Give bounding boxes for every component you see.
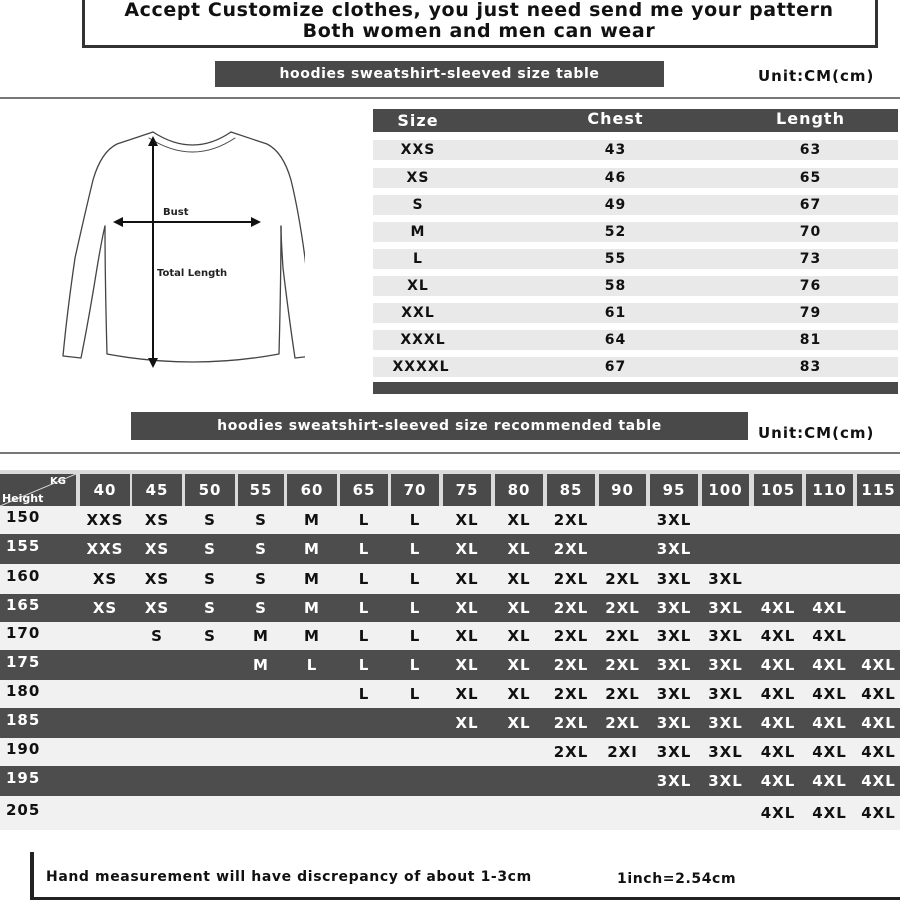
size-recommendation-cell: 2XL <box>553 511 589 529</box>
size-recommendation-cell: 2XL <box>553 599 589 617</box>
size-recommendation-cell: 4XL <box>760 743 796 761</box>
size-recommendation-cell: M <box>253 656 269 674</box>
size-recommendation-cell: XL <box>507 570 531 588</box>
weight-header-cell: 55 <box>238 474 284 506</box>
size-recommendation-cell: 3XL <box>656 656 692 674</box>
size-recommendation-cell: 2XL <box>605 599 640 617</box>
size-recommendation-cell: 4XL <box>861 743 896 761</box>
table-corner-cell <box>0 474 76 506</box>
size-table-banner: hoodies sweatshirt-sleeved size table <box>215 61 664 87</box>
weight-header-cell: 40 <box>80 474 130 506</box>
size-recommendation-cell: L <box>358 656 370 674</box>
weight-header-cell: 90 <box>599 474 646 506</box>
size-recommendation-cell: XL <box>455 656 479 674</box>
size-recommendation-cell: 2XL <box>553 685 589 703</box>
size-row <box>373 357 898 377</box>
size-recommendation-cell: XS <box>144 540 170 558</box>
size-recommendation-cell: S <box>255 540 267 558</box>
size-recommendation-cell: 2XL <box>605 570 640 588</box>
size-recommendation-cell: 3XL <box>708 772 743 790</box>
size-row <box>373 195 898 215</box>
size-table-header <box>373 109 898 132</box>
size-recommendation-cell: L <box>409 570 421 588</box>
height-cell: 190 <box>6 740 41 758</box>
recommend-row <box>0 680 900 708</box>
header-length: Length <box>776 109 845 128</box>
size-recommendation-cell: XS <box>144 570 170 588</box>
size-recommendation-cell: XS <box>144 511 170 529</box>
size-recommendation-cell: XL <box>507 540 531 558</box>
size-cell-size: L <box>413 251 423 267</box>
recommend-row <box>0 766 900 796</box>
size-recommendation-cell: L <box>358 599 370 617</box>
size-recommendation-cell: S <box>255 511 267 529</box>
header-title: Accept Customize clothes, you just need send me your pattern <box>124 0 834 21</box>
size-recommendation-cell: 3XL <box>708 685 743 703</box>
size-recommendation-cell: 2XL <box>553 570 589 588</box>
size-cell-length: 76 <box>799 278 822 294</box>
size-recommendation-cell: M <box>304 570 320 588</box>
height-cell: 205 <box>6 801 41 819</box>
weight-header-cell: 85 <box>547 474 595 506</box>
size-recommendation-cell: 3XL <box>708 743 743 761</box>
size-recommendation-cell: XL <box>507 714 531 732</box>
size-recommendation-cell: 4XL <box>760 772 796 790</box>
weight-header-cell: 80 <box>495 474 543 506</box>
size-recommendation-cell: 4XL <box>812 599 847 617</box>
size-cell-size: XL <box>407 278 429 294</box>
weight-header-cell: 65 <box>340 474 388 506</box>
size-table-unit: Unit:CM(cm) <box>758 67 875 85</box>
size-recommendation-cell: XL <box>455 511 479 529</box>
size-recommendation-cell: 4XL <box>812 743 847 761</box>
section-divider-top <box>0 97 900 99</box>
size-recommendation-cell: S <box>204 540 216 558</box>
total-length-label: Total Length <box>157 268 228 279</box>
size-recommendation-cell: M <box>304 599 320 617</box>
size-cell-size: XXXL <box>400 332 446 348</box>
height-cell: 185 <box>6 711 41 729</box>
size-recommendation-cell: 3XL <box>656 714 692 732</box>
size-recommendation-cell: M <box>253 627 269 645</box>
measurement-note: Hand measurement will have discrepancy of about 1-3cm <box>46 869 532 885</box>
size-recommendation-cell: 3XL <box>656 627 692 645</box>
size-recommendation-cell: L <box>358 685 370 703</box>
size-recommendation-cell: 4XL <box>861 772 896 790</box>
weight-header-cell: 70 <box>391 474 439 506</box>
size-table-footer-bar <box>373 382 898 394</box>
size-recommendation-cell: 2XL <box>553 627 589 645</box>
size-recommendation-cell: S <box>255 599 267 617</box>
size-row <box>373 140 898 160</box>
size-recommendation-cell: 4XL <box>812 685 847 703</box>
size-recommendation-cell: L <box>409 599 421 617</box>
size-recommendation-cell: L <box>409 511 421 529</box>
size-recommendation-cell: 3XL <box>708 627 743 645</box>
size-row <box>373 330 898 350</box>
size-recommendation-cell: M <box>304 627 320 645</box>
size-recommendation-cell: 3XL <box>656 570 692 588</box>
size-recommendation-cell: XL <box>455 599 479 617</box>
size-recommendation-cell: XS <box>92 570 118 588</box>
size-recommendation-cell: XL <box>455 570 479 588</box>
weight-header-cell: 75 <box>443 474 491 506</box>
size-recommendation-cell: 2XL <box>553 714 589 732</box>
size-recommendation-cell: 2XL <box>605 656 640 674</box>
recommend-row <box>0 796 900 830</box>
size-recommendation-cell: 4XL <box>760 599 796 617</box>
size-recommendation-cell: L <box>409 540 421 558</box>
size-recommendation-cell: L <box>306 656 318 674</box>
size-cell-size: S <box>412 197 424 213</box>
size-cell-length: 67 <box>799 197 822 213</box>
size-recommendation-cell: 4XL <box>861 714 896 732</box>
size-recommendation-cell: S <box>255 570 267 588</box>
height-cell: 175 <box>6 653 41 671</box>
size-row <box>373 222 898 242</box>
recommend-row <box>0 594 900 622</box>
recommend-table-banner: hoodies sweatshirt-sleeved size recommended table <box>131 412 748 440</box>
size-cell-length: 83 <box>799 359 822 375</box>
height-cell: 150 <box>6 508 41 526</box>
inch-conversion: 1inch=2.54cm <box>617 871 737 887</box>
size-recommendation-cell: 4XL <box>760 627 796 645</box>
size-row <box>373 249 898 269</box>
corner-kg-label: KG <box>50 476 66 487</box>
size-cell-length: 81 <box>799 332 822 348</box>
size-recommendation-cell: 3XL <box>656 540 692 558</box>
height-cell: 165 <box>6 596 41 614</box>
header-chest: Chest <box>587 109 644 128</box>
size-recommendation-cell: 2XL <box>553 540 589 558</box>
size-recommendation-cell: 3XL <box>656 743 692 761</box>
size-recommendation-cell: 3XL <box>656 685 692 703</box>
size-recommendation-cell: XL <box>507 511 531 529</box>
size-recommendation-cell: 4XL <box>812 656 847 674</box>
sweatshirt-diagram <box>55 128 305 378</box>
size-recommendation-cell: 3XL <box>656 511 692 529</box>
size-cell-size: XXL <box>401 305 435 321</box>
size-cell-size: XXXXL <box>392 359 450 375</box>
size-recommendation-cell: 4XL <box>812 772 847 790</box>
size-recommendation-cell: 3XL <box>656 599 692 617</box>
size-recommendation-cell: 2XL <box>553 743 589 761</box>
corner-height-label: Height <box>2 492 44 505</box>
recommend-row <box>0 708 900 738</box>
size-cell-length: 79 <box>799 305 822 321</box>
weight-header-cell: 60 <box>287 474 337 506</box>
size-recommendation-cell: 4XL <box>760 685 796 703</box>
size-recommendation-cell: L <box>409 627 421 645</box>
size-recommendation-cell: 4XL <box>760 714 796 732</box>
size-row <box>373 303 898 323</box>
section-divider-mid <box>0 452 900 454</box>
header-subtitle: Both women and men can wear <box>302 20 656 42</box>
size-recommendation-cell: S <box>204 511 216 529</box>
size-cell-length: 70 <box>799 224 822 240</box>
size-recommendation-cell: M <box>304 540 320 558</box>
size-recommendation-cell: S <box>204 570 216 588</box>
weight-header-cell: 50 <box>185 474 235 506</box>
size-recommendation-cell: XL <box>455 685 479 703</box>
size-recommendation-cell: 2XL <box>605 685 640 703</box>
size-recommendation-cell: 3XL <box>708 714 743 732</box>
height-cell: 180 <box>6 682 41 700</box>
size-recommendation-cell: XS <box>144 599 170 617</box>
size-row <box>373 276 898 296</box>
size-recommendation-cell: 2XL <box>605 714 640 732</box>
height-cell: 195 <box>6 769 41 787</box>
size-cell-chest: 49 <box>604 197 627 213</box>
size-recommendation-cell: 4XL <box>861 804 896 822</box>
weight-header-cell: 105 <box>754 474 802 506</box>
size-recommendation-cell: 3XL <box>656 772 692 790</box>
weight-header-cell: 100 <box>702 474 749 506</box>
size-recommendation-cell: 2XI <box>607 743 638 761</box>
size-recommendation-cell: 4XL <box>760 656 796 674</box>
size-cell-chest: 46 <box>604 170 627 186</box>
size-recommendation-cell: 2XL <box>605 627 640 645</box>
size-recommendation-cell: 4XL <box>812 627 847 645</box>
size-recommendation-cell: XL <box>455 627 479 645</box>
recommend-row <box>0 738 900 766</box>
size-recommendation-cell: XL <box>507 685 531 703</box>
size-cell-length: 65 <box>799 170 822 186</box>
recommend-row <box>0 506 900 534</box>
size-cell-chest: 58 <box>604 278 627 294</box>
weight-header-cell: 115 <box>857 474 900 506</box>
size-recommendation-cell: XXS <box>86 540 124 558</box>
recommend-row <box>0 650 900 680</box>
size-cell-chest: 67 <box>604 359 627 375</box>
size-recommendation-cell: L <box>358 540 370 558</box>
recommend-table-unit: Unit:CM(cm) <box>758 424 875 442</box>
size-cell-chest: 52 <box>604 224 627 240</box>
size-recommendation-cell: L <box>409 656 421 674</box>
size-recommendation-cell: 2XL <box>553 656 589 674</box>
size-recommendation-cell: XS <box>92 599 118 617</box>
recommend-row <box>0 534 900 564</box>
size-recommendation-cell: XL <box>507 627 531 645</box>
size-recommendation-cell: XL <box>507 599 531 617</box>
size-recommendation-cell: 4XL <box>760 804 796 822</box>
header-size: Size <box>397 111 439 130</box>
size-recommendation-cell: 4XL <box>861 685 896 703</box>
size-recommendation-cell: XXS <box>86 511 124 529</box>
size-recommendation-cell: 4XL <box>861 656 896 674</box>
size-recommendation-cell: S <box>204 627 216 645</box>
size-recommendation-cell: L <box>358 627 370 645</box>
size-recommendation-cell: XL <box>455 714 479 732</box>
weight-header-cell: 110 <box>806 474 853 506</box>
size-recommendation-cell: 3XL <box>708 656 743 674</box>
size-cell-length: 73 <box>799 251 822 267</box>
size-recommendation-cell: 3XL <box>708 599 743 617</box>
size-row <box>373 168 898 188</box>
size-recommendation-cell: L <box>358 570 370 588</box>
size-recommendation-cell: L <box>358 511 370 529</box>
size-cell-size: XXS <box>400 142 436 158</box>
bust-label: Bust <box>163 207 189 218</box>
size-cell-chest: 43 <box>604 142 627 158</box>
size-recommendation-cell: XL <box>455 540 479 558</box>
recommend-row <box>0 622 900 650</box>
weight-header-cell: 45 <box>132 474 182 506</box>
size-recommendation-cell: L <box>409 685 421 703</box>
weight-header-cell: 95 <box>650 474 698 506</box>
height-cell: 160 <box>6 567 41 585</box>
recommend-row <box>0 564 900 594</box>
size-recommendation-cell: XL <box>507 656 531 674</box>
size-recommendation-cell: 4XL <box>812 714 847 732</box>
size-recommendation-cell: M <box>304 511 320 529</box>
size-recommendation-cell: S <box>204 599 216 617</box>
size-cell-chest: 64 <box>604 332 627 348</box>
size-recommendation-cell: 4XL <box>812 804 847 822</box>
size-cell-chest: 61 <box>604 305 627 321</box>
height-cell: 170 <box>6 624 41 642</box>
size-cell-size: M <box>410 224 426 240</box>
size-recommendation-cell: S <box>151 627 163 645</box>
size-cell-length: 63 <box>799 142 822 158</box>
size-cell-size: XS <box>406 170 430 186</box>
size-recommendation-cell: 3XL <box>708 570 743 588</box>
height-cell: 155 <box>6 537 41 555</box>
size-cell-chest: 55 <box>604 251 627 267</box>
